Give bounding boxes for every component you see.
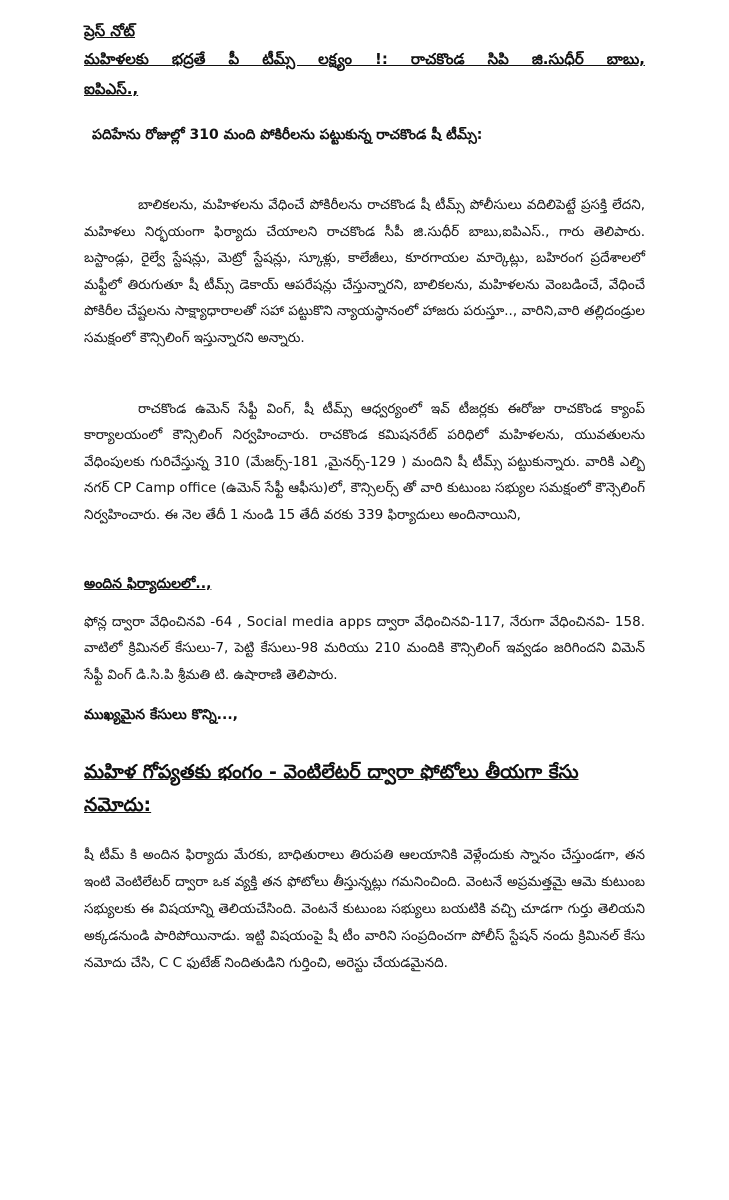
important-cases-label: ముఖ్యమైన కేసులు కొన్ని..., [84,707,238,724]
headline-line-2: ఐపిఎస్., [84,80,139,98]
subheading: పదిహేను రోజుల్లో 310 మంది పోకిరీలను పట్టుకున్న రాచకొండ షీ టీమ్స్: [92,127,483,143]
paragraph-3: ఫోన్ల ద్వారా వేధించినవి -64 , Social media apps ద్వారా వేధించినవి-117, నేరుగా వేధించినవి- 158. వాటిలో క్రిమినల్ కేసులు-7, పెట్టి కేసులు-98 మరియు 210 మందికి కౌన్సిలింగ్ ఇవ్వడం జరిగిందని విమెన్ సేఫ్టీ వింగ్ డి.సి.పి శ్రీమతి టి. ఉషారాణి తెలిపారు. [84,613,645,683]
case-1-title: మహిళ గోప్యతకు భంగం - వెంటిలేటర్ ద్వారా ఫోటోలు తీయగా కేసు నమోదు: [84,761,579,817]
paragraph-2: రాచకొండ ఉమెన్ సేఫ్టీ వింగ్, షీ టీమ్స్ ఆధ్వర్యంలో ఇవ్ టీజర్లకు ఈరోజు రాచకొండ క్యాంప్ కార్యాలయంలో కౌన్సిలింగ్ నిర్వహించారు. రాచకొండ కమిషనరేట్ పరిధిలో మహిళలను, యువతులను వేధింపులకు గురిచేస్తున్న 310 (మేజర్స్-181 ,మైనర్స్-129 ) మందిని షీ టీమ్స్ పట్టుకున్నారు. వారికి ఎల్బి నగర్ CP Camp office (ఉమెన్ సేఫ్టీ ఆఫీసు)లో, కౌన్సిలర్స్ తో వారి కుటుంబ సభ్యుల సమక్షంలో కౌన్సెలింగ్ నిర్వహించారు. ఈ నెల తేదీ 1 నుండి 15 తేదీ వరకు 339 ఫిర్యాదులు అందినాయిని, [84,400,645,523]
case-1-text: షీ టీమ్ కి అందిన ఫిర్యాదు మేరకు, బాధితురాలు తిరుపతి ఆలయానికి వెళ్లేందుకు స్నానం చేస్తుండగా, తన ఇంటి వెంటిలేటర్ ద్వారా ఒక వ్యక్తి తన ఫోటోలు తీస్తున్నట్లు గమనించింది. వెంటనే అప్రమత్తమై ఆమె కుటుంబ సభ్యులకు ఈ విషయాన్ని తెలియచేసింది. వెంటనే కుటుంబ సభ్యులు బయటికి వచ్చి చూడగా గుర్తు తెలియని అక్కడనుండి పారిపోయినాడు. ఇట్టి విషయంపై షీ టీం వారిని సంప్రదించగా పోలీస్ స్టేషన్ నందు క్రిమినల్ కేసు నమోదు చేసి, C C ఫుటేజ్ నిందితుడిని గుర్తించి, అరెస్టు చేయడమైనది. [84,847,645,971]
paragraph-1: బాలికలను, మహిళలను వేధించే పోకిరీలను రాచకొండ షీ టీమ్స్ పోలీసులు వదిలిపెట్టే ప్రసక్తి లేదని, మహిళలు నిర్భయంగా ఫిర్యాదు చేయాలని రాచకొండ సీపీ జి.సుధీర్ బాబు,ఐపిఎస్., గారు తెలిపారు. బస్టాండ్లు, రైల్వే స్టేషన్లు, మెట్రో స్టేషన్లు, స్కూళ్లు, కాలేజీలు, కూరగాయల మార్కెట్లు, బహిరంగ ప్రదేశాలలో మఫ్టీలో తిరుగుతూ షీ టీమ్స్ డెకాయ్ ఆపరేషన్లు చేస్తున్నారని, బాలికలను, మహిళలను వెంబడించే, వేధించే పోకిరీల చేష్టలను సాక్ష్యాధారాలతో సహా పట్టుకొని న్యాయస్థానంలో హాజరు పరుస్తూ.., వారిని,వారి తల్లిదండ్రుల సమక్షంలో కౌన్సిలింగ్ ఇస్తున్నారని అన్నారు. [84,197,645,346]
headline-line-1: మహిళలకు భద్రతే పీ టీమ్స్ లక్ష్యం !: రాచకొండ సిపి జి.సుధీర్ బాబు, [84,50,645,68]
press-note-label: ప్రెస్ నోట్ [84,22,136,40]
complaints-section-label: అందిన ఫిర్యాదులలో.., [84,575,212,592]
